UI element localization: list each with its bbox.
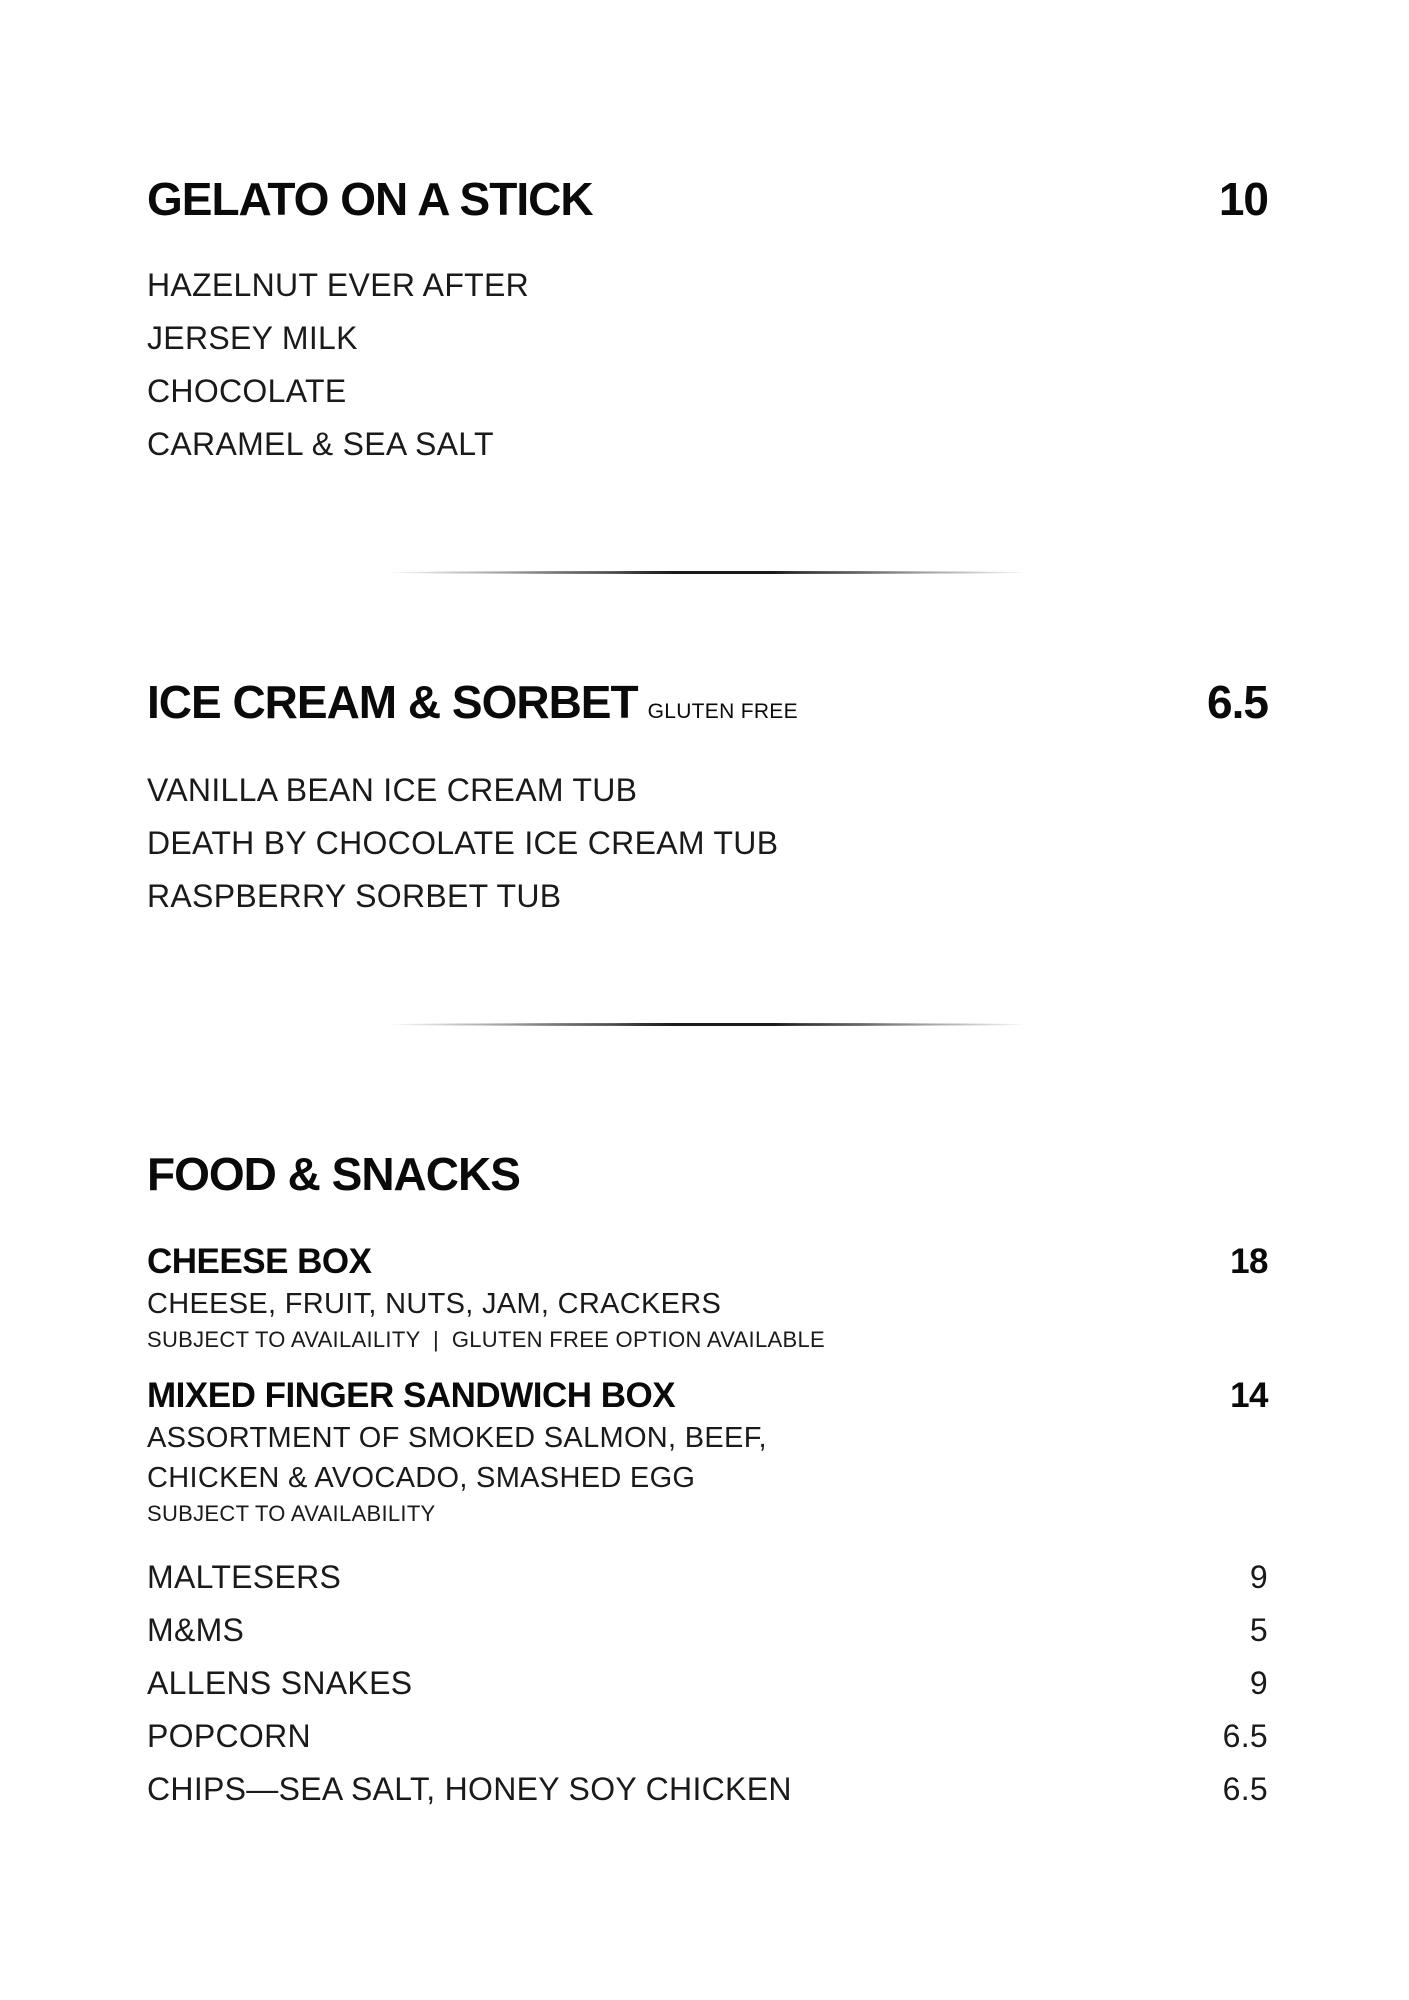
- list-item: JERSEY MILK: [147, 320, 358, 356]
- snack-name: MALTESERS: [147, 1559, 342, 1595]
- sandwich-box-header: [147, 1374, 1268, 1418]
- list-item: [147, 1763, 1268, 1816]
- sandwich-box-price: 14: [1230, 1376, 1268, 1415]
- list-item: [147, 1710, 1268, 1763]
- snack-price: 9: [1249, 1559, 1268, 1595]
- snack-name: M&MS: [147, 1612, 245, 1648]
- cheese-box-description: CHEESE, FRUIT, NUTS, JAM, CRACKERS: [147, 1288, 722, 1320]
- sandwich-box-note: SUBJECT TO AVAILABILITY: [147, 1501, 436, 1526]
- cheese-box-name: CHEESE BOX: [147, 1242, 372, 1281]
- list-item: RASPBERRY SORBET TUB: [147, 878, 562, 914]
- section-divider: [384, 571, 1032, 574]
- cheese-box-header: [147, 1240, 1268, 1284]
- food-title: FOOD & SNACKS: [147, 1148, 520, 1200]
- gelato-price: 10: [1218, 173, 1268, 225]
- list-item: [147, 1657, 1268, 1710]
- ice-cream-section-header: [147, 675, 1268, 729]
- gelato-flavour-list: [147, 259, 1268, 471]
- list-item: VANILLA BEAN ICE CREAM TUB: [147, 772, 638, 808]
- cheese-box-item: [147, 1240, 1268, 1356]
- list-item: [147, 1604, 1268, 1657]
- sandwich-box-description-line-1: ASSORTMENT OF SMOKED SALMON, BEEF,: [147, 1422, 767, 1454]
- snack-price: 5: [1249, 1612, 1268, 1648]
- sandwich-box-description-line-2: CHICKEN & AVOCADO, SMASHED EGG: [147, 1462, 696, 1494]
- snack-name: POPCORN: [147, 1718, 311, 1754]
- snack-name: ALLENS SNAKES: [147, 1665, 413, 1701]
- sandwich-box-item: [147, 1374, 1268, 1530]
- ice-cream-title: ICE CREAM & SORBET: [147, 676, 638, 728]
- gluten-free-tag: GLUTEN FREE: [647, 700, 798, 723]
- menu-page: [147, 0, 1268, 2000]
- food-section-header: [147, 1147, 1268, 1201]
- snack-name: CHIPS—SEA SALT, HONEY SOY CHICKEN: [147, 1771, 792, 1807]
- section-divider: [384, 1023, 1032, 1026]
- sandwich-box-name: MIXED FINGER SANDWICH BOX: [147, 1376, 676, 1415]
- ice-cream-list: [147, 764, 1268, 923]
- list-item: CHOCOLATE: [147, 373, 347, 409]
- list-item: HAZELNUT EVER AFTER: [147, 267, 530, 303]
- cheese-box-price: 18: [1230, 1242, 1268, 1281]
- snack-price: 9: [1249, 1665, 1268, 1701]
- list-item: [147, 1551, 1268, 1604]
- list-item: DEATH BY CHOCOLATE ICE CREAM TUB: [147, 825, 779, 861]
- list-item: CARAMEL & SEA SALT: [147, 426, 494, 462]
- cheese-box-note: SUBJECT TO AVAILAILITY | GLUTEN FREE OPTION AVAILABLE: [147, 1327, 825, 1352]
- food-title-wrap: [147, 1147, 520, 1201]
- gelato-title-wrap: [147, 172, 593, 226]
- gelato-title: GELATO ON A STICK: [147, 173, 593, 225]
- ice-cream-title-wrap: [147, 675, 798, 729]
- ice-cream-price: 6.5: [1207, 676, 1268, 728]
- snack-price: 6.5: [1222, 1718, 1268, 1754]
- snacks-list: [147, 1551, 1268, 1816]
- snack-price: 6.5: [1222, 1771, 1268, 1807]
- gelato-section-header: [147, 172, 1268, 226]
